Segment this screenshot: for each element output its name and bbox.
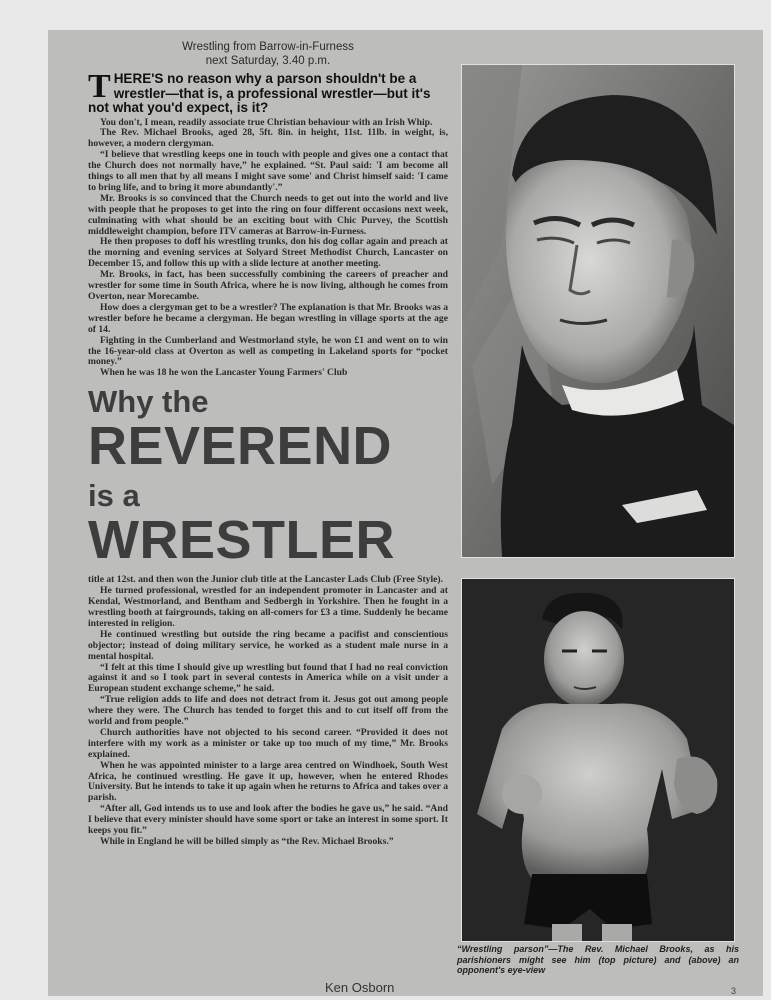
body-paragraph: When he was appointed minister to a large area centred on Windhoek, South West Africa, he continued wrestling. He gave it up, however, when he entered Rhodes University. But he intends to take it up again when he returns to Africa and takes over a parish. bbox=[88, 759, 448, 804]
kicker-line-1: Wrestling from Barrow-in-Furness bbox=[182, 41, 354, 53]
article-column bbox=[88, 40, 448, 848]
author-byline: Ken Osborn bbox=[325, 980, 395, 995]
body-paragraph: Mr. Brooks is so convinced that the Church needs to get out into the world and live with people that he proposes to get into the ring on four different occasions next week, culminating with what should be an exciting bout with Chic Purvey, the Scottish middleweight champion, before ITV cameras at Barrow-in-Furness. bbox=[88, 192, 448, 237]
body-paragraph: When he was 18 he won the Lancaster Young Farmers' Club bbox=[100, 367, 348, 379]
clergyman-portrait-image bbox=[462, 65, 734, 557]
drop-cap: T bbox=[88, 68, 111, 105]
article-body-top bbox=[88, 118, 448, 380]
headline-line-wrestler: WRESTLER bbox=[88, 510, 395, 571]
body-paragraph: “I felt at this time I should give up wrestling but found that I had no real conviction against it and so I took part in several contests in America while on a visit under a European student exchange scheme,” he said. bbox=[88, 661, 448, 695]
headline-line-why-the: Why the bbox=[88, 384, 209, 420]
article-body-bottom bbox=[88, 575, 448, 848]
body-paragraph: “After all, God intends us to use and look after the bodies he gave us,” he said. “And I believe that every minister should have some sport or take an interest in some sport. It keeps you fit.” bbox=[88, 803, 448, 837]
body-paragraph: While in England he will be billed simply as “the Rev. Michael Brooks.” bbox=[100, 836, 394, 847]
wrestler-image bbox=[462, 579, 734, 941]
body-paragraph: Church authorities have not objected to his second career. “Provided it does not interfere with my work as a minister or take up too much of my time,” Mr. Brooks explained. bbox=[88, 726, 448, 760]
clergyman-portrait-photo bbox=[461, 64, 735, 558]
body-paragraph: How does a clergyman get to be a wrestler? The explanation is that Mr. Brooks was a wrestler before he became a clergyman. He began wrestling in village sports at the age of 14. bbox=[88, 301, 448, 335]
page-number: 3 bbox=[731, 986, 737, 996]
body-paragraph: Fighting in the Cumberland and Westmorland style, he won £1 and went on to win the 16-year-old class at Overton as well as competing in Lakeland sports for “pocket money.” bbox=[88, 334, 448, 368]
intro-text: HERE'S no reason why a parson shouldn't be a wrestler—that is, a professional wrestler—but it's not what you'd expect, is it? bbox=[88, 71, 431, 115]
body-paragraph: The Rev. Michael Brooks, aged 28, 5ft. 8in. in height, 11st. 11lb. in weight, is, however, a modern clergyman. bbox=[88, 127, 448, 150]
broadcast-kicker bbox=[88, 40, 448, 68]
body-paragraph: You don't, I mean, readily associate true Christian behaviour with an Irish Whip. bbox=[100, 116, 433, 128]
headline-line-reverend: REVEREND bbox=[88, 416, 393, 477]
body-paragraph: title at 12st. and then won the Junior club title at the Lancaster Lads Club (Free Style). bbox=[88, 574, 443, 586]
photo-caption: “Wrestling parson”—The Rev. Michael Brooks, as his parishioners might see him (top picture) and (above) an opponent's eye-view bbox=[457, 944, 739, 975]
wrestler-photo bbox=[461, 578, 735, 942]
intro-paragraph bbox=[88, 68, 448, 116]
headline-line-is-a: is a bbox=[88, 478, 140, 514]
body-paragraph: “I believe that wrestling keeps one in touch with people and gives one a contact that the Church does not normally have,” he explained. “St. Paul said: 'I am become all things to all men that by all means I might save some' and Christ himself said: 'I came to bring life, and to bring it more abundantly'.” bbox=[88, 149, 448, 193]
body-paragraph: He continued wrestling but outside the ring became a pacifist and conscientious objector; instead of doing military service, he worked as a student male nurse in a mental hospital. bbox=[88, 628, 448, 662]
body-paragraph: He then proposes to doff his wrestling trunks, don his dog collar again and preach at the morning and evening services at Solyard Street Methodist Church, Lancaster on December 15, and follow this up with a slide lecture at another meeting. bbox=[88, 236, 448, 270]
body-paragraph: “True religion adds to life and does not detract from it. Jesus got out among people where they were. The Church has tended to forget this and to cut itself off from the world and from people.” bbox=[88, 694, 448, 728]
body-paragraph: Mr. Brooks, in fact, has been successfully combining the careers of preacher and wrestler for some time in South Africa, where he is now living, although he comes from Overton, near Morecambe. bbox=[88, 269, 448, 302]
body-paragraph: He turned professional, wrestled for an independent promoter in Lancaster and at Kendal, Westmorland, and Bentham and Sedbergh in Yorkshire. Then he fought in a wrestling booth at fairgrounds, taking on all-comers for £3 a time. Suddenly he became interested in religion. bbox=[88, 585, 448, 629]
kicker-line-2: next Saturday, 3.40 p.m. bbox=[205, 55, 331, 67]
